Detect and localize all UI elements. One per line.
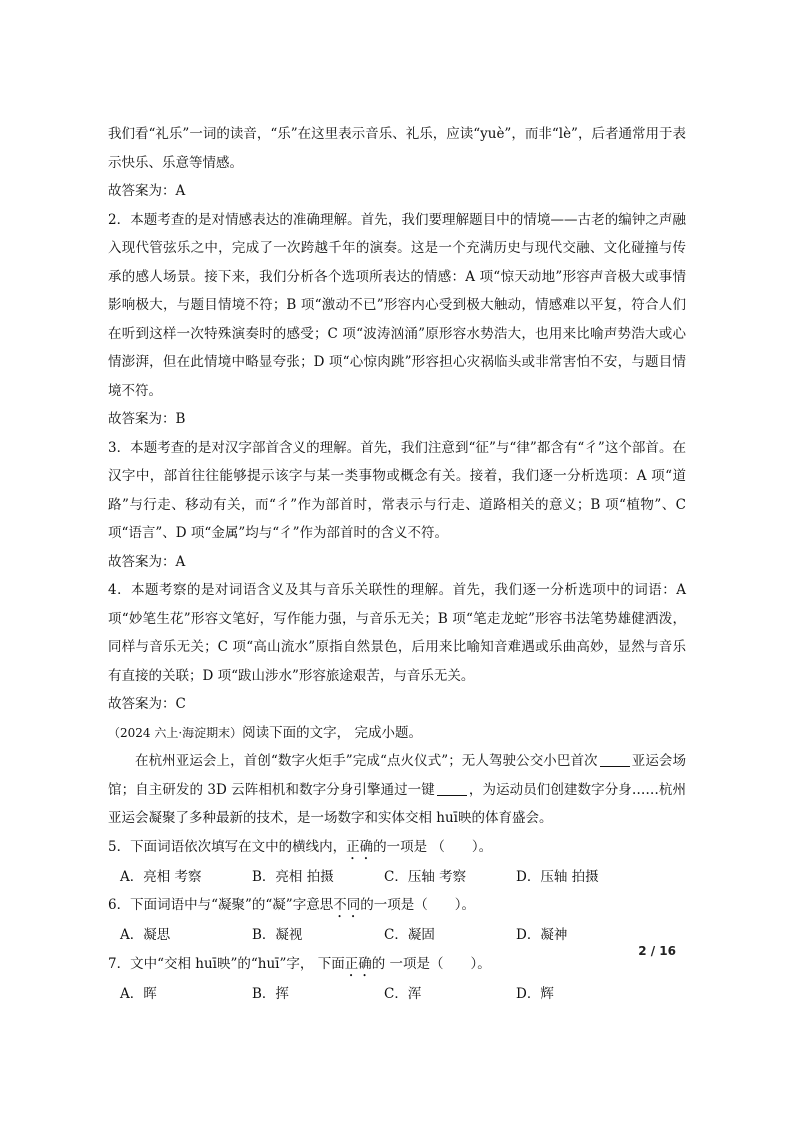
q5-option-c: C．压轴 考察: [384, 868, 467, 885]
exam-source: （2024 六上·海淀期末）: [108, 725, 243, 740]
answer-3: 故答案为：A: [108, 553, 186, 570]
q2-explanation: 2．本题考查的是对情感表达的准确理解。首先，我们要理解题目中的情境——古老的编钟之声融入现代管弦乐之中，完成了一次跨越千年的演奏。这是一个充满历史与现代交融、文化碰撞与传承的感人场景。接下来，我们分析各个选项所表达的情感：A 项“惊天动地”形容声音极大或事情影响极大，与题目情境不符；B 项“激动不已”形容内心受到极大触动，情感难以平复，符合人们在听到这样一次特殊演奏时的感受；C 项“波涛汹涌”原形容水势浩大，也用来比喻声势浩大或心情澎湃，但在此情境中略显夸张；D 项“心惊肉跳”形容担心灾祸临头或非常害怕不安，与题目情境不符。: [108, 211, 686, 399]
passage-part-3: ，为运动员们创建数字分身……杭州亚运会凝聚了多种最新的技术，是一场数字和实体交相 huī映的体育盛会。: [108, 781, 686, 826]
question-7: [108, 950, 686, 980]
answer-4: 故答案为：C: [108, 696, 186, 712]
q5-options: [108, 863, 686, 892]
q6-text-end: 的一项是（ ）。: [360, 897, 475, 913]
q6-options: [108, 921, 686, 950]
q3-explanation: 3．本题考查的是对汉字部首含义的理解。首先，我们注意到“征”与“律”都含有“彳”这个部首。在汉字中，部首往往能够提示该字与某一类事物或概念有关。接着，我们逐一分析选项：A 项“道路”与行走、移动有关，而“彳”作为部首时，常表示与行走、道路相关的意义；B 项“植物”、C 项“语言”、D 项“金属”均与“彳”作为部首时的含义不符。: [108, 439, 686, 541]
answer-2: 故答案为：B: [108, 411, 186, 427]
q6-text: 6．下面词语中与“凝聚”的“凝”字意思: [108, 897, 334, 913]
passage-part-1: 在杭州亚运会上，首创“数字火炬手”完成“点火仪式”；无人驾驶公交小巴首次: [135, 753, 598, 769]
q5-text-end: 的一项是 （ ）。: [373, 838, 493, 855]
q5-emphasis: 正确: [346, 838, 374, 855]
q5-option-b: B．亮相 拍摄: [252, 868, 334, 885]
q7-emphasis: 正确: [344, 955, 372, 972]
q6-emphasis: 不同: [333, 897, 361, 913]
q5-text: 5．下面词语依次填写在文中的横线内，: [108, 838, 347, 855]
reading-passage: [108, 747, 686, 833]
page-number: 2 / 16: [638, 944, 676, 958]
q7-option-b: B．挥: [252, 985, 289, 1002]
q7-option-a: A．晖: [120, 985, 157, 1002]
q7-option-c: C．浑: [384, 985, 422, 1002]
reading-section-header: [108, 719, 686, 748]
question-6: [108, 891, 686, 921]
q7-option-d: D．辉: [516, 985, 554, 1002]
q4-explanation: 4．本题考察的是对词语含义及其与音乐关联性的理解。首先，我们逐一分析选项中的词语：A 项“妙笔生花”形容文笔好，写作能力强，与音乐无关；B 项“笔走龙蛇”形容书法笔势雄健洒泼，同样与音乐无关；C 项“高山流水”原指自然景色，后用来比喻知音难遇或乐曲高妙，显然与音乐有直接的关联；D 项“跋山涉水”形容旅途艰苦，与音乐无关。: [108, 582, 686, 684]
q7-text-end: 的 一项是（ ）。: [371, 955, 491, 972]
fill-blank-1: [600, 752, 630, 767]
q6-option-a: A．凝思: [120, 927, 171, 943]
passage-part-2: 亚运会场馆；自主研发的 3D 云阵相机和数字分身引擎通过一键: [108, 753, 687, 798]
question-5: [108, 833, 686, 863]
q7-text: 7．文中“交相 huī映”的“huī”字， 下面: [108, 955, 345, 972]
q5-option-a: A．亮相 考察: [120, 868, 202, 885]
q6-option-b: B．凝视: [252, 927, 303, 943]
q6-option-c: C．凝固: [384, 927, 435, 943]
q1-explanation-tail: 我们看“礼乐”一词的读音，“乐”在这里表示音乐、礼乐，应读“yuè”，而非“lè”，后者通常用于表示快乐、乐意等情感。: [108, 126, 686, 171]
q5-option-d: D．压轴 拍摄: [516, 868, 599, 885]
q7-options: [108, 980, 686, 1009]
reading-instruction: 阅读下面的文字， 完成小题。: [242, 724, 422, 741]
answer-content: [108, 120, 686, 1008]
answer-1: 故答案为：A: [108, 183, 186, 199]
q6-option-d: D．凝神: [516, 927, 568, 943]
fill-blank-2: [437, 781, 467, 796]
